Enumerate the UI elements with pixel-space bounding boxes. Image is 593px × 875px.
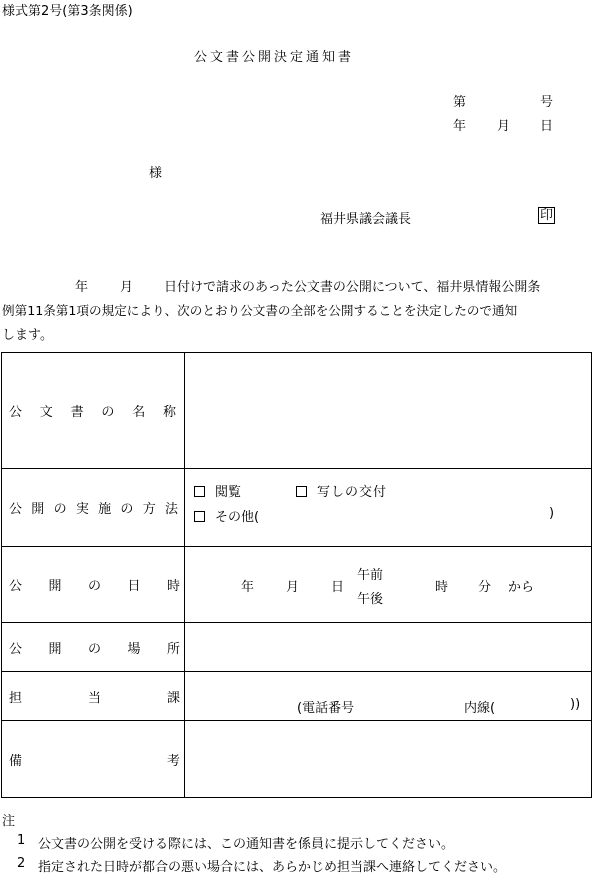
intro-line2: 例第11条第1項の規定により、次のとおり公文書の全部を公開することを決定したので通知 bbox=[2, 303, 518, 318]
number-prefix: 第 bbox=[453, 95, 467, 110]
label-remarks: 備 考 bbox=[2, 721, 185, 798]
note-2: 指定された日時が都合の悪い場合には、あらかじめ担当課へ連絡してください。 bbox=[38, 860, 507, 875]
option-inspection[interactable]: 閲覧 bbox=[194, 481, 241, 500]
dept-phone: (電話番号 bbox=[297, 700, 355, 716]
page-title: 公文書公開決定通知書 bbox=[194, 50, 355, 65]
notes-heading: 注 bbox=[2, 814, 16, 829]
option-other-close: ) bbox=[549, 505, 555, 521]
field-method bbox=[185, 469, 592, 547]
date-day: 日 bbox=[540, 119, 554, 134]
option-other[interactable]: その他( bbox=[194, 506, 259, 525]
addressee-honorific: 様 bbox=[149, 166, 163, 181]
checkbox-icon[interactable] bbox=[194, 486, 205, 497]
dt-month: 月 bbox=[286, 579, 300, 595]
label-place: 公 開 の 場 所 bbox=[2, 623, 185, 672]
dt-minute: 分 bbox=[478, 579, 492, 595]
dt-am: 午前 bbox=[357, 567, 384, 583]
sender-name: 福井県議会議長 bbox=[320, 212, 412, 227]
intro-month: 月 bbox=[120, 280, 134, 295]
dept-extension: 内線( bbox=[464, 700, 496, 716]
dt-hour: 時 bbox=[435, 579, 449, 595]
row-remarks bbox=[2, 721, 592, 798]
label-datetime: 公 開 の 日 時 bbox=[2, 547, 185, 623]
row-place bbox=[2, 623, 592, 672]
number-suffix: 号 bbox=[540, 95, 554, 110]
field-department[interactable] bbox=[185, 672, 592, 721]
dt-pm: 午後 bbox=[357, 591, 384, 607]
dt-year: 年 bbox=[241, 579, 255, 595]
label-method: 公 開 の 実 施 の 方 法 bbox=[2, 469, 185, 547]
note-1-number: 1 bbox=[17, 833, 26, 848]
dt-day: 日 bbox=[331, 579, 345, 595]
label-document-name: 公 文 書 の 名 称 bbox=[2, 353, 185, 469]
note-2-number: 2 bbox=[17, 856, 26, 871]
checkbox-icon[interactable] bbox=[296, 486, 307, 497]
field-place[interactable] bbox=[185, 623, 592, 672]
form-id: 様式第2号(第3条関係) bbox=[2, 4, 133, 19]
intro-year: 年 bbox=[75, 280, 89, 295]
field-datetime[interactable] bbox=[185, 547, 592, 623]
row-datetime bbox=[2, 547, 592, 623]
date-year: 年 bbox=[453, 119, 467, 134]
decision-table bbox=[1, 352, 592, 798]
intro-line1: 日付けで請求のあった公文書の公開について、福井県情報公開条 bbox=[164, 280, 541, 295]
option-copy[interactable]: 写しの交付 bbox=[296, 481, 387, 500]
note-1: 公文書の公開を受ける際には、この通知書を係員に提示してください。 bbox=[38, 837, 455, 852]
label-department: 担 当 課 bbox=[2, 672, 185, 721]
intro-line3: します。 bbox=[2, 328, 53, 343]
row-department bbox=[2, 672, 592, 721]
field-remarks[interactable] bbox=[185, 721, 592, 798]
checkbox-icon[interactable] bbox=[194, 511, 205, 522]
dept-extension-close: )) bbox=[570, 696, 581, 712]
row-document-name bbox=[2, 353, 592, 469]
field-document-name[interactable] bbox=[185, 353, 592, 469]
row-method bbox=[2, 469, 592, 547]
date-month: 月 bbox=[497, 119, 511, 134]
dt-from: から bbox=[508, 579, 535, 595]
seal-mark: 印 bbox=[540, 208, 554, 223]
